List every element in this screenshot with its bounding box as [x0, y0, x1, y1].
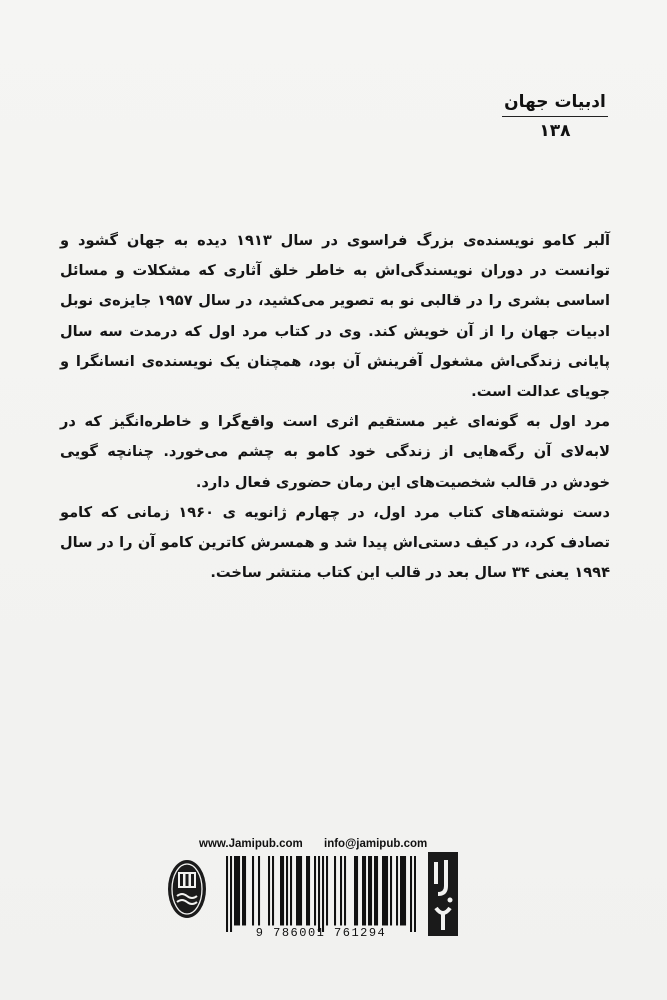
barcode-bar [226, 856, 228, 932]
barcode-bar [376, 856, 378, 925]
barcode-bar [326, 856, 328, 925]
barcode-bar [234, 856, 236, 925]
barcode-bar [238, 856, 240, 925]
barcode-bar [370, 856, 372, 925]
barcode-bar [306, 856, 308, 925]
barcode-bar [308, 856, 310, 925]
publisher-website: www.Jamipub.com [199, 838, 303, 850]
barcode-bar [286, 856, 288, 925]
barcode-bar [340, 856, 342, 925]
barcode-bar [318, 856, 320, 932]
series-block [500, 92, 610, 141]
barcode-bar [290, 856, 292, 925]
publisher-email: info@jamipub.com [324, 838, 428, 850]
barcode-bar [314, 856, 316, 925]
barcode-bar [362, 856, 364, 925]
blurb-paragraph-3: دست نوشته‌های کتاب مرد اول، در چهارم ژانویه ی ۱۹۶۰ زمانی که کامو تصادف کرد، در کیف دستی‌اش پیدا شد و همسرش کاترین کامو آن را در سال ۱۹۹۴ یعنی ۳۴ سال بعد در قالب این کتاب منتشر ساخت. [60, 503, 610, 582]
barcode-bar [410, 856, 412, 932]
barcode-bar [400, 856, 402, 925]
barcode-bar [300, 856, 302, 925]
barcode-bar [384, 856, 386, 925]
isbn-barcode [226, 856, 416, 932]
barcode-bar [272, 856, 274, 925]
barcode-bar [242, 856, 244, 925]
barcode-bar [344, 856, 346, 925]
barcode-bar [230, 856, 232, 932]
barcode-bar [258, 856, 260, 925]
barcode-bar [382, 856, 384, 925]
isbn-digits: 9 786001 761294 [255, 926, 387, 940]
barcode-bar [296, 856, 298, 925]
barcode-bar [268, 856, 270, 925]
barcode-bar [236, 856, 238, 925]
blurb-paragraph-1: آلبر کامو نویسنده‌ی بزرگ فراسوی در سال ۱۹۱۳ دیده به جهان گشود و توانست در دوران نویسندگی‌اش به خاطر خلق آثاری که مشکلات و مسائل اساسی بشری را در قالبی نو به تصویر می‌کشید، در سال ۱۹۵۷ جایزه‌ی نوبل ادبیات جهان را از آن خویش کند. وی در کتاب مرد اول که درمدت سه سال پایانی زندگی‌اش مشغول آفرینش آن بود، همچنان یک نویسنده‌ی انسانگرا و جویای عدالت است. [60, 232, 610, 401]
barcode-bar [404, 856, 406, 925]
barcode-bar [390, 856, 392, 925]
publisher-seal-icon [166, 858, 208, 920]
barcode-bar [298, 856, 300, 925]
publisher-logo-icon [428, 852, 458, 936]
series-name: ادبیات جهان [504, 92, 606, 112]
barcode-bar [368, 856, 370, 925]
blurb-paragraph-2: مرد اول به گونه‌ای غیر مستقیم اثری است واقع‌گرا و خاطره‌انگیز که در لابه‌لای آن رگه‌هایی از زندگی خود کامو به چشم می‌خورد. چنانچه گویی خودش در قالب شخصیت‌های این رمان حضوری فعال دارد. [60, 413, 610, 491]
barcode-bar [244, 856, 246, 925]
imprint [166, 838, 496, 942]
barcode-bar [356, 856, 358, 925]
series-number: ۱۳۸ [539, 121, 571, 141]
barcode-bar [414, 856, 416, 932]
blurb [60, 226, 610, 588]
barcode-bar [280, 856, 282, 925]
barcode-bar [354, 856, 356, 925]
barcode-bar [402, 856, 404, 925]
barcode-bar [322, 856, 324, 932]
barcode-bar [374, 856, 376, 925]
barcode-bar [334, 856, 336, 925]
barcode-bar [364, 856, 366, 925]
barcode-bar [386, 856, 388, 925]
barcode-bar [282, 856, 284, 925]
barcode-bar [252, 856, 254, 925]
barcode-bar [396, 856, 398, 925]
